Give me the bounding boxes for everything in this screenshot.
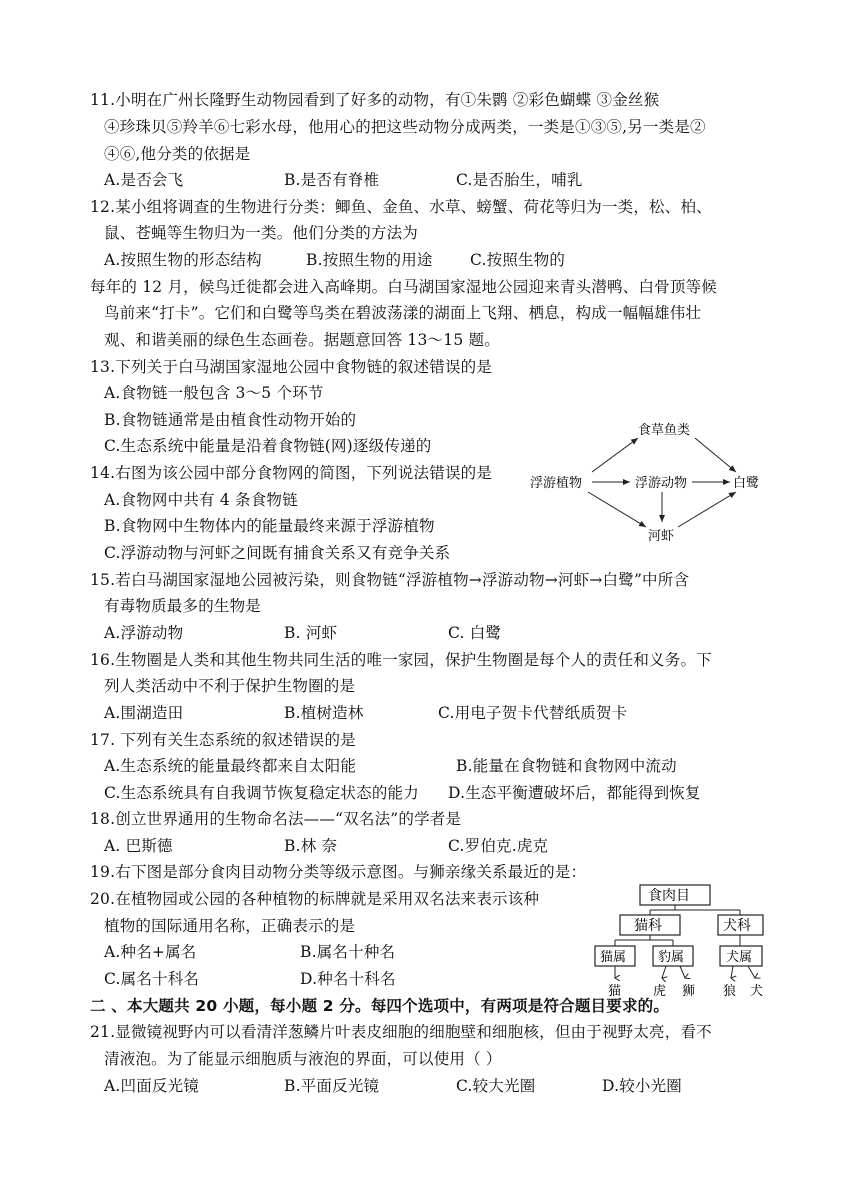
q12-option-a: A.按照生物的形态结构 [104, 251, 262, 269]
food-web-diagram [530, 412, 780, 552]
q21-stem-line2: 清液泡。为了能显示细胞质与液泡的界面，可以使用（ ） [104, 1050, 502, 1068]
genus-label-canis: 犬属 [726, 950, 753, 965]
q15-option-a: A.浮游动物 [104, 624, 184, 642]
q16-option-c: C.用电子贺卡代替纸质贺卡 [438, 704, 628, 722]
q15-option-c: C. 白鹭 [448, 624, 502, 642]
section-2-heading: 二 、本大题共 20 小题，每小题 2 分。每四个选项中，有两项是符合题目要求的。 [90, 997, 670, 1015]
q16-stem-line1: 16.生物圈是人类和其他生物共同生活的唯一家园，保护生物圈是每个人的责任和义务。下 [90, 651, 712, 669]
q17-stem: 17. 下列有关生态系统的叙述错误的是 [90, 731, 356, 749]
q14-option-a: A.食物网中共有 4 条食物链 [104, 491, 298, 509]
q13-option-b: B.食物链通常是由植食性动物开始的 [104, 411, 357, 429]
q15-stem-line2: 有毒物质最多的生物是 [104, 597, 262, 615]
q18-option-c: C.罗伯克.虎克 [448, 837, 549, 855]
q11-stem-line1: 11.小明在广州长隆野生动物园看到了好多的动物，有①朱鹮 ②彩色蝴蝶 ③金丝猴 [90, 91, 660, 109]
q20-stem-line1: 20.在植物园或公园的各种植物的标牌就是采用双名法来表示该种 [90, 890, 540, 908]
node-zooplankton: 浮游动物 [635, 476, 688, 491]
q21-option-a: A.凹面反光镜 [104, 1077, 200, 1095]
passage-line2: 鸟前来“打卡”。它们和白鹭等鸟类在碧波荡漾的湖面上飞翔、栖息，构成一幅幅雄伟壮 [104, 304, 702, 322]
taxonomy-diagram [590, 883, 780, 998]
species-label-lion: 狮 [682, 984, 696, 998]
species-label-wolf: 狼 [723, 984, 737, 998]
q20-option-d: D.种名十科名 [300, 970, 396, 988]
q16-option-a: A.围湖造田 [104, 704, 184, 722]
family-label-dog: 犬科 [723, 918, 751, 934]
q20-option-a: A.种名+属名 [104, 943, 197, 961]
q11-option-b: B.是否有脊椎 [284, 171, 380, 189]
passage-line1: 每年的 12 月，候鸟迁徙都会进入高峰期。白马湖国家湿地公园迎来青头潜鸭、白骨顶等候 [90, 278, 717, 296]
species-label-dog: 犬 [750, 984, 764, 998]
q21-stem-line1: 21.显微镜视野内可以看清洋葱鳞片叶表皮细胞的细胞壁和细胞核，但由于视野太亮，看不 [90, 1023, 712, 1041]
q21-option-d: D.较小光圈 [602, 1077, 683, 1095]
q14-stem: 14.右图为该公园中部分食物网的简图，下列说法错误的是 [90, 464, 493, 482]
q14-option-c: C.浮游动物与河虾之间既有捕食关系又有竞争关系 [104, 544, 451, 562]
q12-stem-line1: 12.某小组将调查的生物进行分类：鲫鱼、金鱼、水草、螃蟹、荷花等归为一类，松、柏、 [90, 198, 712, 216]
passage-line3: 观、和谐美丽的绿色生态画卷。据题意回答 13～15 题。 [104, 331, 500, 349]
q20-option-b: B.属名十种名 [300, 943, 396, 961]
q12-option-b: B.按照生物的用途 [306, 251, 433, 269]
q15-option-b: B. 河虾 [284, 624, 338, 642]
q20-option-c: C.属名十科名 [104, 970, 200, 988]
q17-option-a: A.生态系统的能量最终都来自太阳能 [104, 757, 357, 775]
family-label-cat: 猫科 [634, 918, 662, 934]
q19-stem: 19.右下图是部分食肉目动物分类等级示意图。与狮亲缘关系最近的是： [90, 863, 587, 881]
q16-option-b: B.植树造林 [284, 704, 364, 722]
q13-stem: 13.下列关于白马湖国家湿地公园中食物链的叙述错误的是 [90, 358, 493, 376]
q11-option-c: C.是否胎生，哺乳 [456, 171, 583, 189]
q15-stem-line1: 15.若白马湖国家湿地公园被污染，则食物链“浮游植物→浮游动物→河虾→白鹭”中所含 [90, 571, 690, 589]
q11-stem-line3: ④⑥,他分类的依据是 [104, 145, 251, 163]
genus-label-felis: 猫属 [600, 950, 627, 965]
node-shrimp: 河虾 [648, 529, 675, 544]
genus-label-panthera: 豹属 [658, 950, 685, 965]
q21-option-b: B.平面反光镜 [284, 1077, 380, 1095]
q16-stem-line2: 列人类活动中不利于保护生物圈的是 [104, 677, 356, 695]
species-label-cat: 猫 [608, 984, 622, 998]
q13-option-c: C.生态系统中能量是沿着食物链(网)逐级传递的 [104, 437, 432, 455]
species-label-tiger: 虎 [653, 984, 667, 998]
node-plankton-plant: 浮游植物 [530, 476, 583, 491]
q11-option-a: A.是否会飞 [104, 171, 184, 189]
q21-option-c: C.较大光圈 [456, 1077, 536, 1095]
order-label: 食肉目 [648, 888, 690, 904]
q17-option-b: B.能量在食物链和食物网中流动 [456, 757, 677, 775]
q17-option-c: C.生态系统具有自我调节恢复稳定状态的能力 [104, 784, 419, 802]
q11-stem-line2: ④珍珠贝⑤羚羊⑥七彩水母，他用心的把这些动物分成两类，一类是①③⑤,另一类是② [104, 118, 706, 136]
q14-option-b: B.食物网中生物体内的能量最终来源于浮游植物 [104, 517, 435, 535]
q12-stem-line2: 鼠、苍蝇等生物归为一类。他们分类的方法为 [104, 224, 419, 242]
q17-option-d: D.生态平衡遭破坏后，都能得到恢复 [448, 784, 701, 802]
q20-stem-line2: 植物的国际通用名称，正确表示的是 [104, 917, 356, 935]
q18-stem: 18.创立世界通用的生物命名法——“双名法”的学者是 [90, 810, 462, 828]
q12-option-c: C.按照生物的 [470, 251, 566, 269]
q18-option-a: A. 巴斯德 [104, 837, 173, 855]
node-herbivore-fish: 食草鱼类 [638, 423, 691, 438]
q13-option-a: A.食物链一般包含 3～5 个环节 [104, 384, 324, 402]
node-egret: 白鹭 [733, 476, 760, 491]
q18-option-b: B.林 奈 [284, 837, 338, 855]
